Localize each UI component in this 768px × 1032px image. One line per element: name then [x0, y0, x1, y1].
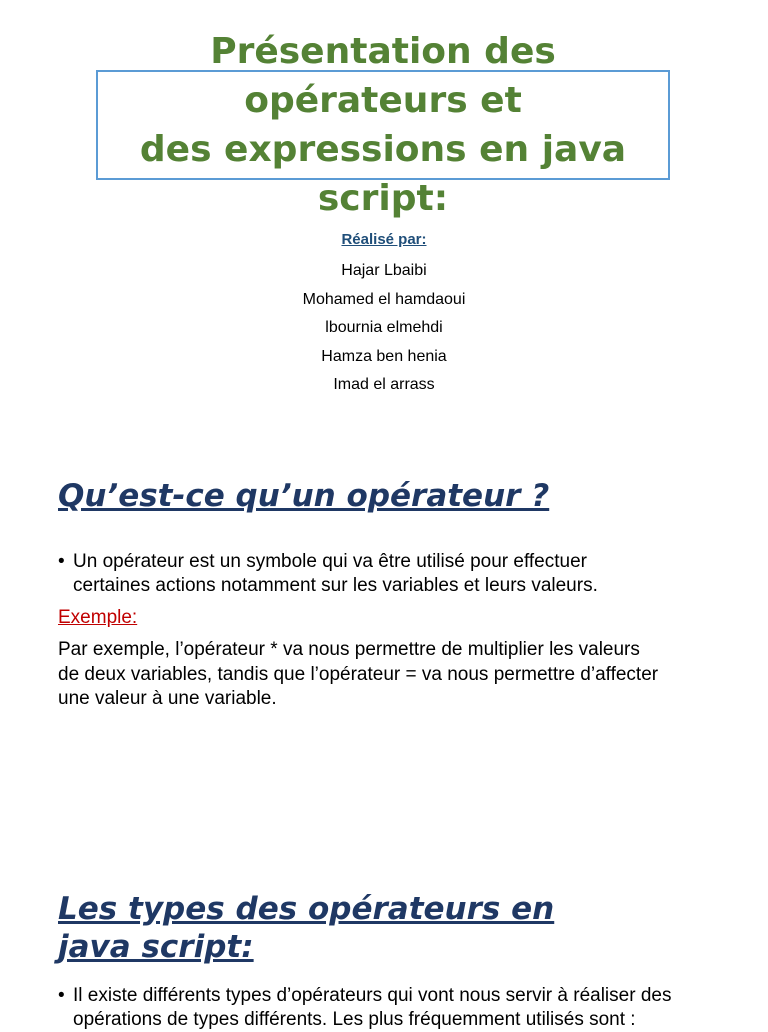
author-name: Hajar Lbaibi: [341, 262, 427, 279]
paragraph-line: Par exemple, l’opérateur * va nous permettre de multiplier les valeurs: [58, 639, 640, 660]
bullet-operator-definition: [58, 550, 738, 598]
bullet-marker: •: [58, 985, 65, 1006]
bullet-text-line: certaines actions notamment sur les variables et leurs valeurs.: [73, 575, 598, 596]
paragraph-line: une valeur à une variable.: [58, 688, 277, 709]
credits: [0, 228, 768, 400]
author-name: lbournia elmehdi: [325, 319, 443, 336]
bullet-text-line: Il existe différents types d’opérateurs qui vont nous servir à réaliser des: [73, 985, 672, 1006]
example-paragraph: [58, 638, 718, 712]
section-heading-operator: Qu’est-ce qu’un opérateur ?: [58, 478, 550, 514]
title-line-1: Présentation des opérateurs et: [210, 31, 556, 121]
bullet-operator-types: [58, 984, 738, 1032]
author-name: Imad el arrass: [333, 376, 435, 393]
example-label: Exemple:: [58, 607, 138, 628]
bullet-text-line: opérations de types différents. Les plus fréquemment utilisés sont :: [73, 1009, 636, 1030]
author-name: Mohamed el hamdaoui: [302, 290, 466, 308]
section-heading-types: [58, 890, 738, 966]
paragraph-line: de deux variables, tandis que l’opérateur = va nous permettre d’affecter: [58, 663, 659, 685]
author-name: Hamza ben henia: [321, 347, 447, 365]
bullet-marker: •: [58, 551, 65, 572]
title-box: [96, 31, 670, 219]
title-line-2: des expressions en java script:: [139, 129, 627, 219]
heading-line: Les types des opérateurs en: [58, 891, 555, 927]
heading-line: java script:: [58, 929, 254, 965]
page-title: [98, 27, 668, 223]
credits-label: Réalisé par:: [341, 231, 427, 248]
bullet-text-line: Un opérateur est un symbole qui va être utilisé pour effectuer: [73, 551, 587, 572]
